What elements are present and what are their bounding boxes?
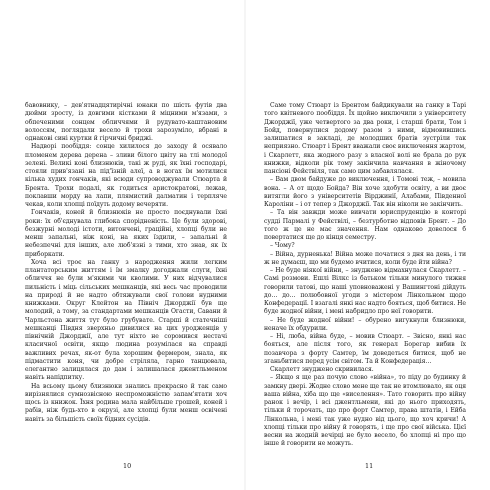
paragraph: – Вам двом байдуже до виключення, і Томові теж, – мовила вона. – А от щодо Бойда? Він хоче здобути освіту, а ви двоє витягли його з університетів Вірджинії, Алабами, Південної Кароліни – і от тепер з Джорджії. Так він ніколи не закінчить.	[264, 176, 466, 208]
paragraph: Гончаків, коней й близнюків не просто поєднували їхні роки: їх об'єднувала глибока спорідненість. Це були здорові, безжурні молоді істоти, витончені, граційні, хлопці були не менш запальні, ніж коні, на яких їздили, – запальні й небезпечні для інших, але люб'язні з тими, хто знав, як їх приборкати.	[25, 209, 227, 258]
paragraph: Скарлетт знуджено скривилася.	[270, 366, 374, 373]
paragraph: На всьому цьому близнюки знались прекрасно й так само вирізнялися сумнозвісною неспроможністю запам'ятати хоч щось із книжок. Їхня родина мала найбільше грошей, коней і рабів, ніж будь-хто в окрузі, але хлопці були менш освічені навіть за більшість своїх бідних сусідів.	[25, 382, 227, 423]
left-page	[25, 102, 227, 472]
paragraph: – Війна, дурненька! Війна може початися з дня на день, і ти ж не думаєш, що ми будемо вчитися, коли буде йти війна?	[264, 250, 466, 266]
paragraph: Саме тому Стюарт із Брентом байдикували на ганку в Тарі того квітневого пообіддя. Їх щойно виключили з університету Джорджії, уже четвертого за два роки, і старші брати, Том і Бойд, повернулися додому разом з ними, відмовившись залишатися в закладі, де молодших братів зустріли так неприязно. Стюарт і Брент вважали своє виключення жартом, і Скарлетт, яка жодного разу з власної волі не брала до рук книжки, відколи рік тому закінчила навчання в жіночому пансіоні Фейєтвіля, так само цим забавлялася.	[264, 102, 466, 175]
paragraph: бавовнику, – дев'ятнадцятирічні юнаки по шість футів два дюйми зросту, із довгими кістками й міцними м'язами, з обпеченими сонцем обличчями й рудувато-каштановим волоссям, поглядали весело й трохи зарозуміло, вбрані в однакові сині куртки й гірчичні бриджі.	[25, 102, 227, 142]
paragraph: – Не буде ніякої війни, – знуджено відмахнулася Скарлетт. – Самі розмови. Ешлі Вілкс із батьком тільки минулого тижня говорили татові, що наші уповноважені у Вашингтоні дійдуть до… до… полюбовної угоди з містером Лінкольном щодо Конфедерації. І взагалі янкі нас надто бояться, щоб битися. Не буде жодної війни, і мені набридло про неї говорити.	[264, 267, 466, 316]
book-gutter	[244, 0, 246, 490]
paragraph: – Чому?	[270, 242, 295, 250]
right-page	[264, 102, 466, 472]
paragraph: – Не буде жодної війни! – обурено вигукнули близнюки, неначе їх обдурили.	[264, 316, 466, 332]
paragraph: Надворі пообіддя: сонце хилилося до заходу й осявало пломенем дерева деренa – зливи білого цвіту на тлі молодої зелені. Великі коні близнюків, такі ж руді, як їхні господарі, стояли прив'язані на під'їзній алеї, а в ногах їм мотилися кілька худих гончаків, які всюди супроводжували Стюарта й Брента. Трохи подалі, як годиться аристократові, лежав, поклавши морду на лапи, плямистий далматин і терпляче чекав, коли хлопці поїдуть додому вечеряти.	[25, 143, 227, 208]
paragraph: – Ні, люба, війна буде, – мовив Стюарт. – Звісно, янкі нас бояться, але після того, як генерал Борегар вибив їх позавчора з форту Самтер, їм доведеться битися, щоб не зганьбитися перед усім світом. Та й Конфедерація…	[264, 333, 466, 365]
paragraph: Хоча всі троє на ганку з народження жили легким плантаторським життям і їм змалку догоджали слуги, їхні обличчя не були м'якими чи кволими. У них відчувалися пильність і міць сільських мешканців, які весь час проводили на природі й не надто обтяжували свої голови нудними книжками. Округ Клейтон на Північ Джорджії був ще молодий, а тому, за стандартами мешканців Огасти, Савани й Чарльстона життя тут було грубувате. Старші й статечніші мешканці Півдня зверхньо дивилися на цих уродженців у північній Джорджії, але тут ніхто не соромився нестачі класичної освіти, якщо людина розумілася на справді важливих речах, як-от була хорошим фермером, знала, як підмастити коня, чи добре стріляла, гарно танцювала, елегантно залицялася до дам і залишалася джентльменом навіть напідпитку.	[25, 258, 227, 382]
page-number-left: 10	[123, 462, 132, 470]
paragraph: – Та він завжди може вивчати юриспруденцію в конторі судді Пармалі у Фейєтвілі, – безтурботно відповів Брент. – До того ж це не має значення. Нам однаково довелося б повертатися ще до кінця семестру.	[264, 209, 466, 241]
page-number-right: 11	[365, 462, 374, 470]
paragraph: – Якщо я ще раз почую слово «війна», то піду до будинку й замкну двері. Жодне слово мене ще так не втомлювало, як оця ваша війна, хіба що ще «виселення». Тато говорить про війну ранок і вечір, і всі джентльмени, які до нього приходять, тільки й торочать, що про форт Самтер, права штатів, і Ейба Лінкольна, і мені так уже нудно від цього, що хоч кричи! А хлопці тільки про війну й говорять, і ще про свої війська. Цієї весни на жодній вечірці не було весело, бо хлопці ні про що інше й говорити не можуть.	[264, 374, 466, 448]
